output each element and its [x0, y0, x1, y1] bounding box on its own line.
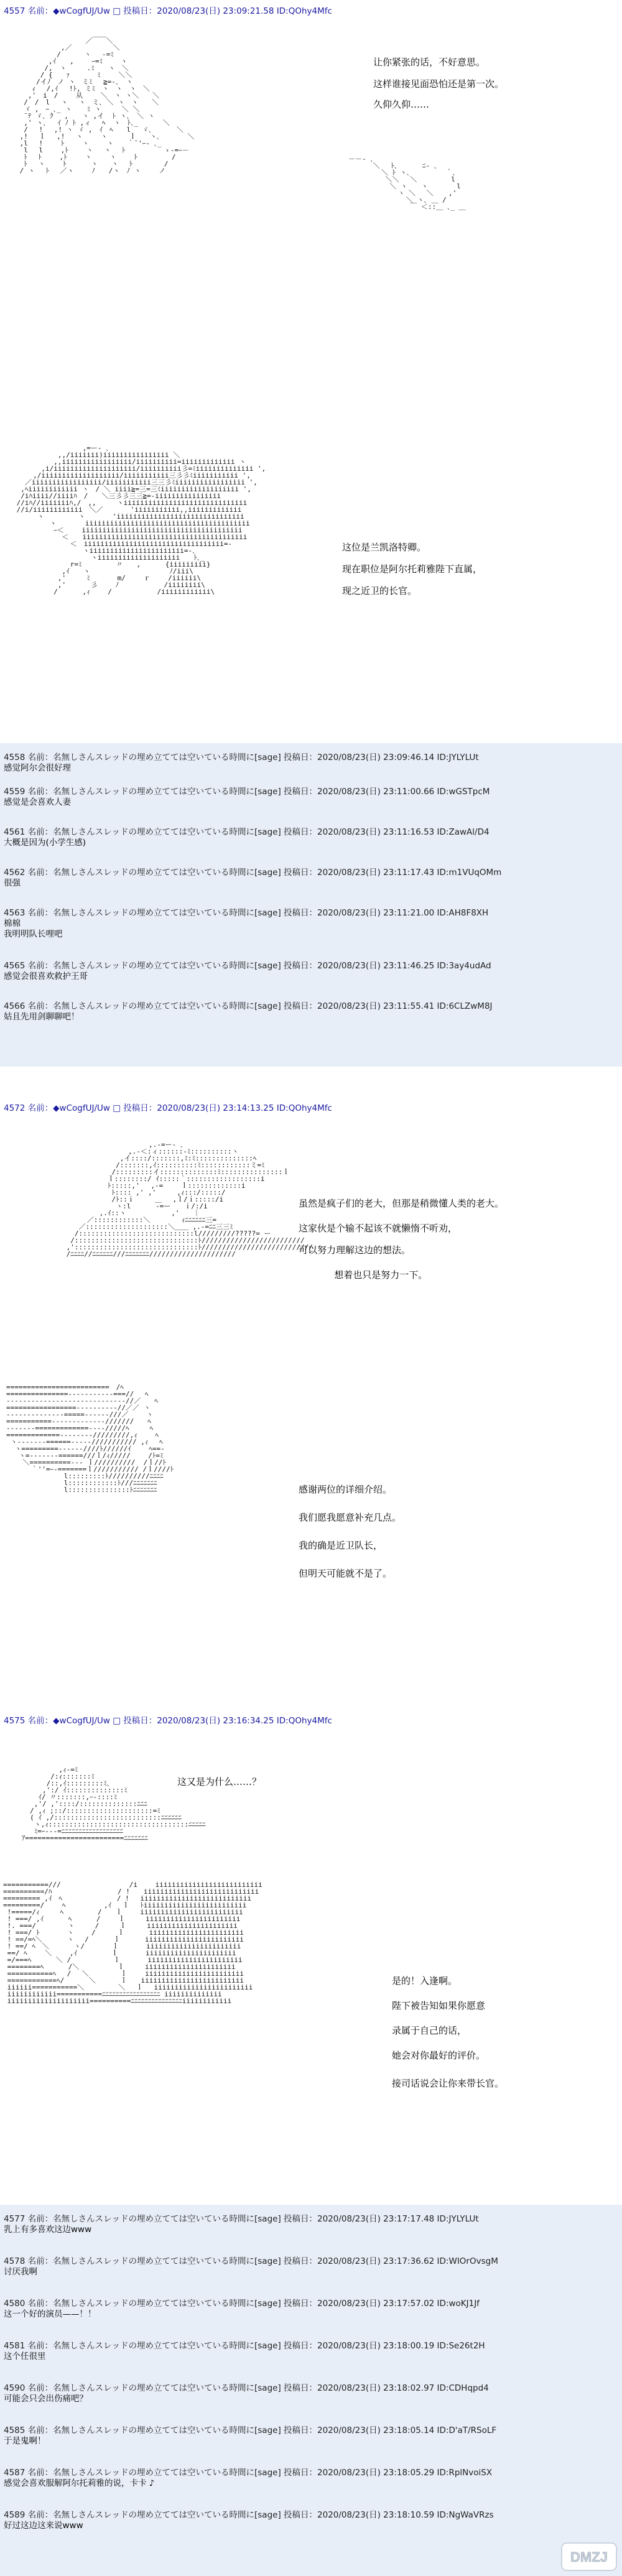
dialog-line: 接司话说会让你来带长官。: [392, 2078, 504, 2089]
comment: 4565 名前：名無しさんスレッドの埋め立てては空いている時間に[sage] 投稿日：2020/08/23(日) 23:11:46.25 ID:3ay4udAd 感觉会很喜欢救护王哥: [4, 961, 491, 981]
ascii-art-small-figure: ,ｨ-=ﾐ /:ｨ:::::::ﾐ /::,ｲ:::::::::ﾐ､ ,':/ ｲ::::::::::::::ﾐ ｲ/ 〃:::::::,ｰ-::::ﾐ ,'/ ,'::::/::::::::::::::ﾆﾆﾆ / ,ｨ ;::/:::::::::::::::::::::=ﾐ ( ｲ ,/::::::::::::::::::::::::::ﾆﾆﾆﾆﾆﾆ ヽ,ｨ::::::::::::::::::::::::::::::::::ﾆﾆﾆﾆﾆ ﾐ=ｰ‐‐‐=ﾆﾆﾆﾆﾆﾆﾆﾆﾆﾆﾆﾆﾆﾆﾆﾆﾆﾆ ｱ========================ﾆﾆﾆﾆﾆﾆﾆ: [21, 1766, 206, 1842]
ascii-art-tail: －－- ､ ＼ ﾄ､ ﾆ- ､ ＼ ﾄ ヽ､ ｀､ ＼＼ ＼ l ＼ ヽ ヽ l ヽ ＼ ＼ ,' ＼ ヽ､ ＿ / ￣ ＜::＿ ､_ ＿: [348, 155, 466, 211]
comment: 4577 名前：名無しさんスレッドの埋め立てては空いている時間に[sage] 投稿日：2020/08/23(日) 23:17:17.48 ID:JYLYLUt 乳上有多喜欢这边www: [4, 2214, 479, 2235]
dialog-line: 现在职位是阿尔托莉雅陛下直属，: [342, 563, 483, 575]
dialog-line: 虽然是疯子们的老大，但那是稍微懂人类的老大。: [299, 1198, 504, 1209]
comment: 4562 名前：名無しさんスレッドの埋め立てては空いている時間に[sage] 投稿日：2020/08/23(日) 23:11:17.43 ID:m1VUqOMm 很强: [4, 868, 502, 888]
comment: 4589 名前：名無しさんスレッドの埋め立てては空いている時間に[sage] 投稿日：2020/08/23(日) 23:18:10.59 ID:NgWaVRzs 好过这边这来说www: [4, 2510, 494, 2531]
dialog-line: 这样谁接见面恐怕还是第一次。: [373, 78, 504, 90]
comment: 4559 名前：名無しさんスレッドの埋め立てては空いている時間に[sage] 投稿日：2020/08/23(日) 23:11:00.66 ID:wGSTpcM 感觉是会喜欢人妻: [4, 787, 490, 807]
dialog-line: 这位是兰凯洛特卿。: [342, 542, 427, 553]
dialog-line: 让你紧张的话，不好意思。: [373, 57, 486, 68]
dialog-line: 录属于自己的话，: [392, 2025, 467, 2036]
post-header: 4557 名前：◆wCogfUJ/Uw □ 投稿日：2020/08/23(日) 23:09:21.58 ID:QOhy4Mfc: [4, 6, 332, 16]
dialog-line: 陛下被告知如果你愿意: [392, 2000, 486, 2011]
dialog-line: 她会对你最好的评价。: [392, 2050, 486, 2061]
dialog-line: 这家伙是个输不起该不就懒惰不听劝，: [299, 1223, 458, 1234]
comment: 4558 名前：名無しさんスレッドの埋め立てては空いている時間に[sage] 投稿日：2020/08/23(日) 23:09:46.14 ID:JYLYLUt 感觉阿尔会很好理: [4, 753, 479, 773]
dialog-line: 我们愿我愿意补充几点。: [299, 1512, 402, 1523]
comment: 4580 名前：名無しさんスレッドの埋め立てては空いている時間に[sage] 投稿日：2020/08/23(日) 23:17:57.02 ID:woKJ1Jf 这一个好的演员——！！: [4, 2299, 480, 2319]
comment: 4581 名前：名無しさんスレッドの埋め立てては空いている時間に[sage] 投稿日：2020/08/23(日) 23:18:00.19 ID:Se26t2H 这个任很里: [4, 2341, 485, 2361]
comment: 4561 名前：名無しさんスレッドの埋め立てては空いている時間に[sage] 投稿日：2020/08/23(日) 23:11:16.53 ID:ZawAl/D4 大概是因为(小学生感): [4, 827, 490, 848]
comment: 4563 名前：名無しさんスレッドの埋め立てては空いている時間に[sage] 投稿日：2020/08/23(日) 23:11:21.00 ID:AH8F8XH 棉棉 我明明队长哩吧: [4, 908, 489, 939]
site-watermark-logo: [561, 2542, 617, 2571]
ascii-art-armored-figure: ===========/// /i iiiiiiiiiiiiiiiiiiiiiiiiii ==========/ﾊ / ! iiiiiiiiiiiiiiiiiiiiiiiiiiii ========= ,ｲ ﾍ / ! iiiiiiiiiiiiiiiiiiiiiiiiiii =========/ ﾍ ,ｲ ｌ ﾄiiiiiiiiiiiiiiiiiiiiiiiii !=====/ｨ ﾍ / ｌ iiiiiiiiiiiiiiiiiiiiiiiii ! ===/ ,ｲ ﾍ / ｌ iiiiiiiiiiiiiiiiiiiiiii !. ===/ ヽ / ｌ iiiiiiiiiiiiiiiiiiiiii ! ===/ ﾄ ヽ / ｌ iiiiiiiiiiiiiiiiiiiiiii ! ==/=ﾍ＼ ヽ / ｌ iiiiiiiiiiiiiiiiiiiiiiii ! ==/ ﾍ ＼ ヽ/ ｌ iiiiiiiiiiiiiiiiiiiiiii ==/ ﾍ ＼ ,ｲ ｌ iiiiiiiiiiiiiiiiiiiiii =/===ﾍ ＼ / ｌ iiiiiiiiiiiiiiiiiiiiiii ========ﾍ /＼ ｌ iiiiiiiiiiiiiiiiiiiiii ===========ﾍ / ＼ ｌ iiiiiiiiiiiiiiiiiiiiiiii ============ﾍ/ ＼ ｌ iiiiiiiiiiiiiiiiiiiiiiiii iiiiii===========＼ ＼ ｌ iiiiiiiiiiiiiiiiiiiiiiii iiiiiiiiiiii===========ﾆﾆﾆﾆﾆﾆﾆﾆﾆﾆﾆﾆﾆﾆﾆﾆﾆ iiiiiiiiiiiiii iiiiiiiiiiiiiiiiiiii==========ﾆﾆﾆﾆﾆﾆﾆﾆﾆﾆﾆﾆﾆﾆﾆiiiiiiiiiiii: [3, 1881, 262, 2005]
comment: 4566 名前：名無しさんスレッドの埋め立てては空いている時間に[sage] 投稿日：2020/08/23(日) 23:11:55.41 ID:6CLZwM8J 姑且先用剑聊聊吧！: [4, 1001, 493, 1022]
dialog-line: 可以努力理解这边的想法。: [299, 1244, 411, 1256]
comment: 4578 名前：名無しさんスレッドの埋め立てては空いている時間に[sage] 投稿日：2020/08/23(日) 23:17:36.62 ID:WIOrOvsgM 讨厌我啊: [4, 2256, 498, 2277]
dialog-line: 这又是为什么……？: [177, 1776, 262, 1787]
dialog-line: 想着也只是努力一下。: [299, 1269, 428, 1281]
ascii-art-robed-figure: ,.-=ー‐ ､ ,.-＜:ィ::::::-ﾐ::::::::::ヽ ,イ::::/:::::::,ﾐ:ﾐ::::::::::::::ﾍ /:::::::,ｲ::::::::::ﾐ::::::::::::ミ=ﾐ /:::::::::イ::::::::::::::ﾐ:::::::::::::::ｌ ｌ::::::::/ ｲ:::::｀::::::::::::::::::i ﾄ:::::,' ,-= ｌ:::::::::::::i ﾄ:::: ,' ,' ,ｨ:::/:::::/ /ﾄ::ｉ ＿ ,ｌ/ｉ:::::/i ヽ:l -=ー ｉ/:/i ,.ｲ::ヽ ,' ｜ ／::::::::::::＼ ｨﾆﾆﾆﾆﾆﾆ三= ／::::::::::::::::::::＼＿＿ ,.-=ﾆﾆ三三ﾐ /::::::::::::::::::::::::::::l/////////?????= ー /::::::::::::::::::::::::::::::ﾄ///////////////////////// ,'::::::::::::::::::::::::::::::ﾄ/////////////////////////// /ﾆﾆﾆﾆ//ﾆﾆﾆﾆﾆﾆ///ﾆﾆﾆﾆﾆﾆﾆ/////////////////////: [66, 1141, 313, 1258]
dialog-line: 久仰久仰……: [373, 99, 430, 110]
watermark-text: DMZJ: [570, 2549, 608, 2565]
dialog-line: 现之近卫的长官。: [342, 585, 417, 596]
comment: 4585 名前：名無しさんスレッドの埋め立てては空いている時間に[sage] 投稿日：2020/08/23(日) 23:18:05.14 ID:D'aT/RSoLF 于是鬼啊！: [4, 2425, 497, 2446]
dialog-line: 我的确是近卫队长，: [299, 1540, 383, 1551]
ascii-art-knight: ,=ー‐ ､ ,,/iiiiiii)iiiiiiiiiiiiiiii ＼ ,,iiiiiiiiiiiiiiiii/iiiiiiiiii=iiiiiiiiiiiii ヽ ,i/iiiiiiiiiiiiiiiiiiii/iiiiiiiiii彡=ﾐiiiiiiiiiiiiii ', ,/iiiiiiiiiiiiiiiiiii/iiiiiiiiiii三彡彡ﾐiiiiiiiiiii ', ／iiiiiiiiiiiiiiiii/iiiiiiiiiii三三彡ﾐiiiiiiiiiiiiiiiii ', ,ﾍiiiiiiiiiiii ヽ / ＼ iiii≧=三=三ﾐiiiiiiiiiiiiiiiiiii ', /iﾊiiii//iiiiﾊ / ＼三彡彡三三≧=-iiiiiiiiiiiiiiii //iﾊ//iiiiiiiﾊ,/ ,, ヽiiiiiiiiiiiiiiiiiiiiiiiiiiiiii //i/iiiiiiiiiiii ＼／ 'iiiiiiiiiii,,iiiiiiiiiiiii ヽ ヽ 'iiiiiiiiiiiiiiiiiiiiiiiiiiiiiii ヽ iiiiiiiiiiiiiiiiiiiiiiiiiiiiiiiiiiiiiiii ｰ＜ iiiiiiiiiiiiiiiiiiiiiiiiiiiiiiiiiiiiiii ＜ iiiiiiiiiiiiiiiiiiiiiiiiiiiiiiiiiiiiiiii ＜ iiiiiiiiiiiiiiiiiiiiiiiiiiiiiiiiii=- ヽiiiiiiiiiiiiiiiiiiiiiii=-､ ヽiiiiiiiiiiiiiiiiiiii ﾄ､_ r=ﾐ 〃 , {iiiiiiiii} ,ｲ ヽ ﾉ/iii\ ,' ﾐ m/ ｒ /iiiiii\ ,' 彡 ﾉ /iiiiiiii\ / ,ｨ / /iiiiiiiiiiii\: [16, 444, 266, 596]
dialog-line: 是的！入逢啊。: [392, 1975, 458, 1986]
dialog-line: 感谢两位的详细介绍。: [299, 1484, 392, 1495]
ascii-art-figure: ／￣￣＼ ,／ ＼ / ヽ -=ﾐ ,ｲ , ｰ=ﾐ ヽ /, ヽ .ﾐ ヽ ＼ / { ｧ ﾐ ＼＼ /イﾉ ノ ヽ ミﾐ ≧=-､ ヽ ｨ /,ｲ !ﾄ, ミﾐ ヽ ヽ ヽ ＼ ,' i / 从 ＼ ヽ ヽ＼ ＼ / / l ヽ ヽ ミ､ ＼ ヽ ヽ ＼ ゞ , ｰ ､_ ヽ ﾐ ヽ ＼ ＼ ¨ﾃ ゞ､ ｸ , ヽ ,イ ﾄ ヽ､ ＼ ヽ ,' ヽ､ ｲ ﾉ ﾄ ,ィ ﾍ ヽ ﾄ､_ ＼ / ! ,! ヽ ゞ , ｲ ﾍ l ゞ､ ＼ ,! ｌ ,! ヽ ヽ ｌ ヽ､ ＼ ,l ! ﾄ ヽ ヽ ｀¨'ｰ- ､_ l l ,ﾄ ヽ ヽ ﾄ ゝ-=ｰ－ ﾄ ﾄ ,ﾄ ヽ ヽ ﾄ / ﾄ ヽ ﾄ ヽ ヽ ﾄ / / ヽ ﾄ ／ヽ ﾉ /ヽ ﾉ ヽ ノ: [19, 37, 195, 175]
ascii-art-knight-close: ========================= /ﾍ ===============-----------===// ﾍ -----------------------------//／ ﾍ =================----------//／／ ヽ --------------=====------///／ ヽ ===========-------------/////// ﾍ -------=============----/////ﾍ ﾍ =============--------/////////,ｨ ﾍ ヽ-------======-----/////////// ,ｨ ﾍ ヽ=========------////ﾄ//////ｲ ﾍ==- ヽ=-------======///ｌ/ｨ///// /ﾄ=ﾐ ＼==========--- ｌ////////// /ｌ//ﾄ ｀''=ｰ-=======ｌ/////////// /ｌ////ﾄ l:::::::::ﾄ//////////ﾆﾆﾆﾆ l::::::::::::ﾄ///ﾆﾆﾆﾆﾆﾆﾆ l:::::::::::::::ﾄﾆﾆﾆﾆﾆﾆﾆ: [6, 1383, 174, 1494]
dialog-line: 但明天可能就不是了。: [299, 1568, 392, 1579]
post-header: 4575 名前：◆wCogfUJ/Uw □ 投稿日：2020/08/23(日) 23:16:34.25 ID:QOhy4Mfc: [4, 1716, 332, 1726]
comment: 4587 名前：名無しさんスレッドの埋め立てては空いている時間に[sage] 投稿日：2020/08/23(日) 23:18:05.29 ID:RplNvoiSX 感觉会喜欢服解阿尔托莉雅的说，卡卡 ♪: [4, 2468, 493, 2488]
post-header: 4572 名前：◆wCogfUJ/Uw □ 投稿日：2020/08/23(日) 23:14:13.25 ID:QOhy4Mfc: [4, 1103, 332, 1113]
comment: 4590 名前：名無しさんスレッドの埋め立てては空いている時間に[sage] 投稿日：2020/08/23(日) 23:18:02.97 ID:CDHqpd4 可能会只会出伤痛吧？: [4, 2383, 489, 2404]
